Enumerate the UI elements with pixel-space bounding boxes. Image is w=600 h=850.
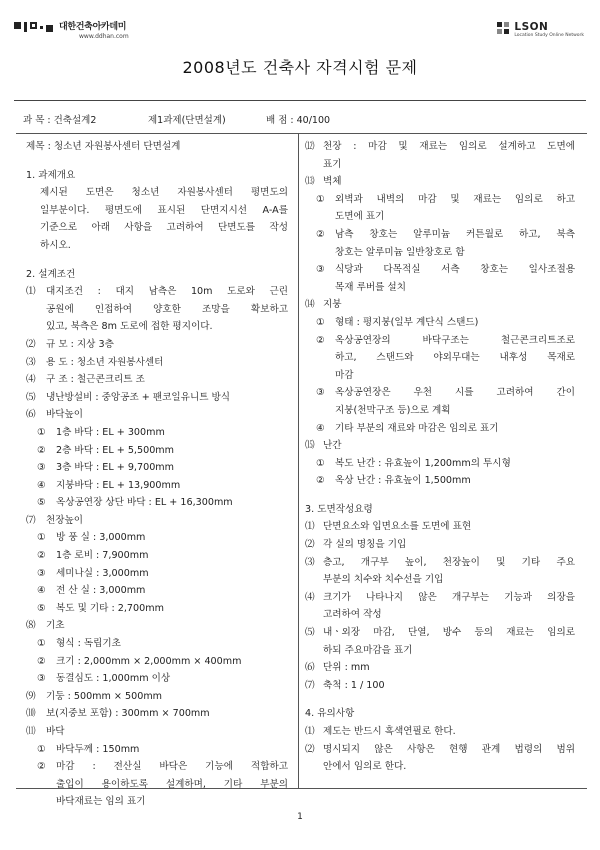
list-marker: ⒀	[305, 176, 315, 188]
line-text: 형식 : 독립기초	[56, 638, 121, 650]
lson-logo	[497, 22, 584, 39]
text-line	[305, 677, 575, 695]
text-line	[305, 758, 575, 776]
text-line	[26, 793, 288, 811]
line-text: 식당과 다목적실 서측 창호는 일사조절용	[335, 264, 575, 276]
text-line	[305, 296, 575, 314]
line-text: 크기 : 2,000mm × 2,000mm × 400mm	[56, 655, 242, 667]
list-marker: ①	[37, 743, 46, 755]
line-text: 복도 및 기타 : 2,700mm	[56, 602, 164, 614]
logo-square-icon	[46, 25, 53, 32]
line-text: 대지조건 : 대지 남측은 10m 도로와 근린	[46, 286, 288, 298]
line-text: 옥상공연장 상단 바닥 : EL + 16,300mm	[56, 497, 233, 509]
page-title: 2008년도 건축사 자격시험 문제	[182, 58, 418, 77]
text-line	[305, 571, 575, 589]
text-line	[305, 208, 575, 226]
line-text: 마감	[335, 369, 354, 381]
text-line	[305, 518, 575, 536]
list-marker: ⑵	[26, 338, 36, 350]
list-marker: ②	[316, 228, 325, 240]
line-text: 옥상 난간 : 유효높이 1,500mm	[335, 475, 471, 487]
section-heading: 1. 과제개요	[26, 169, 76, 181]
text-line	[305, 642, 575, 660]
left-column	[26, 138, 288, 811]
text-line	[305, 659, 575, 677]
lson-name: LSON	[514, 21, 549, 33]
list-marker: ⑿	[305, 141, 315, 152]
text-line	[26, 255, 288, 266]
list-marker: ⑷	[26, 374, 36, 386]
content-top-border	[16, 133, 587, 134]
list-marker: ⑸	[26, 391, 36, 403]
list-marker: ⑤	[37, 497, 46, 509]
text-line	[26, 266, 288, 284]
logo-outline-square-icon	[30, 22, 37, 29]
line-text: 바닥	[46, 726, 65, 737]
text-line	[26, 477, 288, 495]
text-line	[305, 261, 575, 279]
text-line	[26, 741, 288, 759]
column-divider	[298, 133, 299, 788]
text-line	[26, 283, 288, 301]
list-marker: ⑵	[305, 743, 315, 755]
text-line	[26, 301, 288, 319]
list-marker: ②	[37, 444, 46, 456]
text-line	[26, 565, 288, 583]
text-line	[26, 371, 288, 389]
lson-mark-icon	[497, 22, 511, 36]
page-number: 1	[297, 812, 303, 822]
line-text: 기타 부분의 재료와 마감은 임의로 표기	[335, 422, 499, 434]
text-line	[305, 332, 575, 350]
line-text: 냉난방설비 : 중앙공조 + 팬코일유니트 방식	[46, 391, 231, 403]
line-text: 천장 : 마감 및 재료는 임의로 설계하고 도면에	[323, 141, 575, 152]
line-text: 방 풍 실 : 3,000mm	[56, 532, 146, 544]
list-marker: ⑻	[26, 620, 36, 632]
line-text: 창호는 알루미늄 일반창호로 함	[335, 246, 465, 258]
text-line	[305, 244, 575, 262]
line-text: 동결심도 : 1,000mm 이상	[56, 673, 171, 685]
list-marker: ③	[316, 264, 325, 276]
line-text: 목재 루버를 설치	[335, 281, 406, 293]
section-heading: 3. 도면작성요령	[305, 503, 373, 515]
text-line	[305, 173, 575, 191]
text-line	[26, 512, 288, 530]
text-line	[305, 705, 575, 723]
line-text: 하되 주요마감을 표기	[323, 644, 413, 656]
list-marker: ①	[37, 426, 46, 438]
line-text: 각 실의 명칭을 기입	[323, 539, 407, 551]
line-text: 전 산 실 : 3,000mm	[56, 585, 146, 597]
line-text: 공원에 인접하여 양호한 조망을 확보하고	[46, 303, 288, 315]
line-text: 명시되지 않은 사항은 현행 관계 법령의 범위	[323, 743, 575, 755]
text-line	[26, 237, 288, 255]
line-text: 지붕바닥 : EL + 13,900mm	[56, 479, 181, 491]
text-line	[305, 349, 575, 367]
list-marker: ⑷	[305, 591, 315, 603]
text-line	[26, 389, 288, 407]
line-text: 출입이 용이하도록 설계하며, 기타 부분의	[56, 778, 288, 790]
line-text: 외벽과 내벽의 마감 및 재료는 임의로 하고	[335, 193, 575, 205]
text-line	[305, 420, 575, 438]
text-line	[305, 741, 575, 759]
list-marker: ②	[37, 761, 46, 773]
list-marker: ①	[316, 457, 325, 469]
text-line	[26, 459, 288, 477]
text-line	[26, 600, 288, 618]
text-line	[305, 384, 575, 402]
text-line	[305, 138, 575, 156]
line-text: 단위 : mm	[323, 662, 370, 674]
brand-url: www.ddhan.com	[79, 33, 129, 40]
text-line	[26, 138, 288, 156]
text-line	[305, 226, 575, 244]
list-marker: ①	[37, 638, 46, 650]
list-marker: ②	[37, 655, 46, 667]
list-marker: ③	[316, 387, 325, 399]
line-text: 기초	[46, 620, 65, 632]
text-line	[305, 455, 575, 473]
header-divider	[14, 100, 586, 101]
line-text: 남측 창호는 알루미늄 커튼월로 하고, 북측	[335, 228, 575, 240]
text-line	[26, 582, 288, 600]
logo-bar-icon	[24, 22, 27, 32]
line-text: 복도 난간 : 유효높이 1,200mm의 투시형	[335, 457, 511, 469]
list-marker: ⑴	[305, 521, 315, 533]
text-line	[26, 442, 288, 460]
right-column	[305, 138, 575, 776]
list-marker: ②	[316, 475, 325, 487]
text-line	[26, 219, 288, 237]
line-text: 층고, 개구부 높이, 천장높이 및 기타 주요	[323, 556, 575, 568]
list-marker: ⑵	[305, 539, 315, 551]
line-text: 천장높이	[46, 514, 84, 526]
text-line	[305, 472, 575, 490]
line-text: 지붕(천막구조 등)으로 계획	[335, 404, 451, 416]
text-line	[26, 653, 288, 671]
list-marker: ⒁	[305, 299, 315, 311]
line-text: 제도는 반드시 흑색연필로 한다.	[323, 726, 456, 737]
text-line	[305, 606, 575, 624]
line-text: 지붕	[323, 299, 342, 311]
line-text: 일부분이다. 평면도에 표시된 단면지시선 A-A를	[40, 204, 288, 216]
list-marker: ⑾	[26, 726, 36, 737]
logo-square-icon	[14, 22, 21, 29]
text-line	[26, 688, 288, 706]
list-marker: ⑺	[26, 514, 36, 526]
line-text: 부분의 치수와 치수선을 기입	[323, 574, 444, 586]
line-text: 3층 바닥 : EL + 9,700mm	[56, 462, 174, 474]
list-marker: ①	[316, 193, 325, 205]
line-text: 크기가 나타나지 않은 개구부는 기능과 의장을	[323, 591, 575, 603]
text-line	[26, 705, 288, 723]
list-marker: ⑤	[37, 602, 46, 614]
text-line	[26, 406, 288, 424]
text-line	[305, 536, 575, 554]
list-marker: ②	[316, 334, 325, 346]
text-line	[26, 670, 288, 688]
line-text: 구 조 : 철근콘크리트 조	[46, 374, 145, 386]
list-marker: ⑴	[305, 726, 315, 737]
list-marker: ⑴	[26, 286, 36, 298]
text-line	[305, 191, 575, 209]
list-marker: ③	[37, 462, 46, 474]
text-line	[26, 494, 288, 512]
text-line	[305, 694, 575, 705]
list-marker: ⑸	[305, 627, 315, 639]
text-line	[305, 490, 575, 501]
line-text: 축척 : 1 / 100	[323, 679, 385, 691]
list-marker: ③	[37, 673, 46, 685]
text-line	[26, 424, 288, 442]
line-text: 제목 : 청소년 자원봉사센터 단면설계	[26, 141, 181, 152]
line-text: 옥상공연장의 바닥구조는 철근콘크리트조로	[335, 334, 575, 346]
lson-subtitle: Location Study Online Network	[514, 33, 584, 38]
list-marker: ⑶	[305, 556, 315, 568]
line-text: 기준으로 아래 사항을 고려하여 단면도를 작성	[40, 222, 288, 234]
list-marker: ⑶	[26, 356, 36, 368]
text-line	[26, 776, 288, 794]
brand-name: 대한건축아카데미	[59, 22, 127, 32]
line-text: 2층 바닥 : EL + 5,500mm	[56, 444, 174, 456]
text-line	[305, 156, 575, 174]
list-marker: ①	[37, 532, 46, 544]
text-line	[305, 367, 575, 385]
list-marker: ⒂	[305, 440, 315, 452]
text-line	[305, 501, 575, 519]
text-line	[305, 624, 575, 642]
text-line	[26, 354, 288, 372]
line-text: 내ㆍ외장 마감, 단열, 방수 등의 재료는 임의로	[323, 627, 575, 639]
text-line	[305, 279, 575, 297]
text-line	[26, 547, 288, 565]
line-text: 기둥 : 500mm × 500mm	[46, 690, 163, 702]
line-text: 규 모 : 지상 3층	[46, 338, 114, 350]
text-line	[305, 589, 575, 607]
list-marker: ②	[37, 550, 46, 562]
list-marker: ④	[37, 585, 46, 597]
text-line	[26, 723, 288, 741]
section-heading: 2. 설계조건	[26, 268, 76, 280]
line-text: 형태 : 평지붕(일부 계단식 스탠드)	[335, 316, 479, 328]
text-line	[26, 617, 288, 635]
list-marker: ⑽	[26, 708, 36, 720]
text-line	[26, 336, 288, 354]
line-text: 1층 로비 : 7,900mm	[56, 550, 149, 562]
text-line	[305, 402, 575, 420]
list-marker: ③	[37, 567, 46, 579]
line-text: 바닥높이	[46, 409, 84, 421]
text-line	[26, 156, 288, 167]
line-text: 하시오.	[40, 239, 71, 251]
line-text: 단면요소와 입면요소를 도면에 표현	[323, 521, 472, 533]
subject-task: 제1과제(단면설계)	[148, 115, 226, 126]
line-text: 세미나실 : 3,000mm	[56, 567, 149, 579]
line-text: 용 도 : 청소년 자원봉사센터	[46, 356, 164, 368]
line-text: 마감 : 전산실 바닥은 기능에 적합하고	[56, 761, 288, 773]
list-marker: ⑺	[305, 679, 315, 691]
list-marker: ⑹	[26, 409, 36, 421]
text-line	[26, 167, 288, 185]
text-line	[26, 758, 288, 776]
line-text: 안에서 임의로 한다.	[323, 761, 407, 773]
text-line	[305, 723, 575, 741]
line-text: 난간	[323, 440, 342, 452]
text-line	[305, 314, 575, 332]
line-text: 도면에 표기	[335, 211, 385, 223]
line-text: 고려하여 작성	[323, 609, 382, 621]
text-line	[305, 437, 575, 455]
list-marker: ⑹	[305, 662, 315, 674]
subject-score: 배 점 : 40/100	[266, 115, 331, 126]
list-marker: ④	[316, 422, 325, 434]
line-text: 제시된 도면은 청소년 자원봉사센터 평면도의	[40, 187, 288, 199]
line-text: 표기	[323, 158, 342, 170]
line-text: 보(지중보 포함) : 300mm × 700mm	[46, 708, 210, 720]
text-line	[305, 554, 575, 572]
list-marker: ⑼	[26, 690, 36, 702]
line-text: 벽체	[323, 176, 342, 188]
list-marker: ④	[37, 479, 46, 491]
text-line	[26, 184, 288, 202]
line-text: 바닥재료는 임의 표기	[56, 796, 146, 808]
line-text: 하고, 스탠드와 야외무대는 내후성 목재로	[335, 352, 575, 364]
line-text: 있고, 북측은 8m 도로에 접한 평지이다.	[46, 321, 213, 333]
text-line	[26, 529, 288, 547]
line-text: 1층 바닥 : EL + 300mm	[56, 426, 165, 438]
line-text: 바닥두께 : 150mm	[56, 743, 140, 755]
text-line	[26, 635, 288, 653]
list-marker: ①	[316, 316, 325, 328]
logo-dot-icon	[40, 26, 43, 29]
subject-row	[23, 112, 330, 126]
academy-logo	[14, 22, 129, 42]
section-heading: 4. 유의사항	[305, 708, 355, 720]
line-text: 옥상공연장은 우천 시를 고려하여 간이	[335, 387, 575, 399]
text-line	[26, 202, 288, 220]
subject-course: 과 목 : 건축설계2	[23, 115, 97, 126]
text-line	[26, 318, 288, 336]
